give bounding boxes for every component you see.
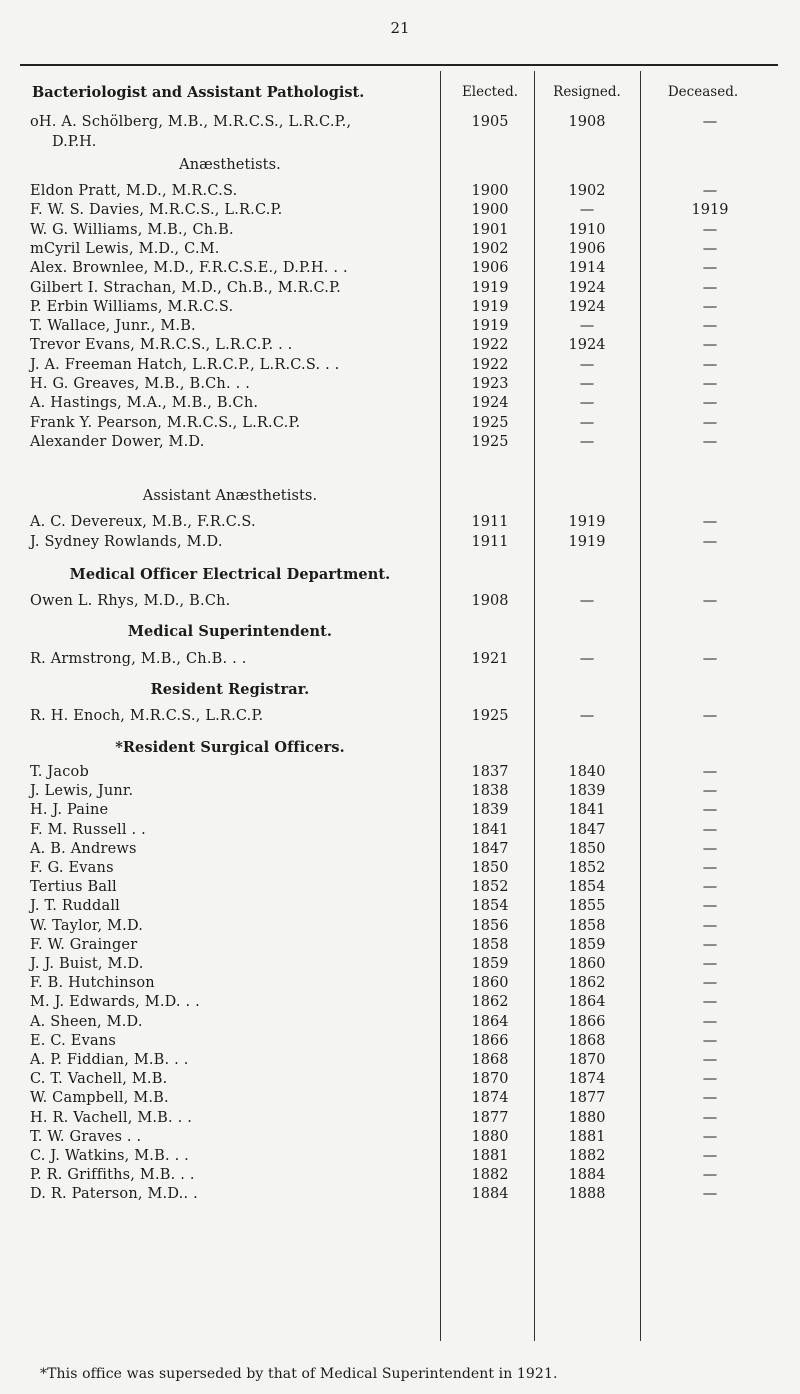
entry-deceased: — bbox=[702, 593, 718, 609]
entry-elected: 1919 bbox=[471, 298, 509, 315]
header-resigned: Resigned. bbox=[553, 84, 621, 100]
table-row bbox=[0, 783, 800, 803]
entry-resigned: 1850 bbox=[568, 840, 606, 857]
section-title-medical-superintendent: Medical Superintendent. bbox=[127, 623, 333, 640]
entry-deceased: — bbox=[702, 279, 718, 296]
entry-deceased: — bbox=[702, 1052, 718, 1068]
entry-deceased: — bbox=[702, 651, 718, 667]
entry-name: W. Taylor, M.D. bbox=[30, 917, 144, 934]
entry-deceased: — bbox=[702, 1032, 718, 1049]
entry-deceased: — bbox=[702, 240, 718, 257]
table-row bbox=[0, 202, 800, 222]
entry-resigned: 1847 bbox=[568, 821, 606, 838]
entry-resigned: — bbox=[579, 433, 595, 450]
entry-name: C. T. Vachell, M.B. bbox=[30, 1071, 168, 1088]
entry-deceased: — bbox=[702, 298, 718, 315]
table-row bbox=[0, 1052, 800, 1072]
table-row bbox=[0, 708, 800, 728]
entry-name: F. W. Grainger bbox=[30, 936, 138, 953]
entry-name: T. Jacob bbox=[30, 764, 89, 780]
entry-name: F. W. S. Davies, M.R.C.S., L.R.C.P. bbox=[30, 202, 283, 219]
entry-name: Frank Y. Pearson, M.R.C.S., L.R.C.P. bbox=[30, 414, 301, 431]
entry-name: F. M. Russell . . bbox=[30, 821, 146, 838]
entry-resigned: — bbox=[579, 376, 595, 392]
entry-deceased: — bbox=[702, 956, 718, 972]
entry-elected: 1922 bbox=[471, 356, 509, 373]
table-row bbox=[0, 1167, 800, 1187]
entry-name: F. B. Hutchinson bbox=[30, 975, 155, 992]
entry-name: A. C. Devereux, M.B., F.R.C.S. bbox=[30, 514, 256, 530]
entry-elected: 1919 bbox=[471, 279, 509, 296]
entry-deceased: 1919 bbox=[691, 202, 729, 219]
entry-name: D. R. Paterson, M.D.. . bbox=[30, 1186, 198, 1203]
entry-name: H. J. Paine bbox=[30, 802, 109, 819]
entry-deceased: — bbox=[702, 183, 718, 199]
entry-name: J. Sydney Rowlands, M.D. bbox=[30, 534, 223, 550]
entry-deceased: — bbox=[702, 994, 718, 1011]
table-row bbox=[0, 1090, 800, 1110]
table-row bbox=[0, 1071, 800, 1091]
entry-elected: 1874 bbox=[471, 1090, 509, 1107]
entry-deceased: — bbox=[702, 1071, 718, 1088]
entry-resigned: 1839 bbox=[568, 783, 606, 800]
entry-elected: 1864 bbox=[471, 1013, 509, 1030]
entry-elected: 1868 bbox=[471, 1052, 509, 1068]
entry-name: Trevor Evans, M.R.C.S., L.R.C.P. . . bbox=[30, 337, 293, 354]
table-row bbox=[0, 260, 800, 280]
page-number: 21 bbox=[390, 19, 410, 37]
section-title-resident-registrar: Resident Registrar. bbox=[150, 681, 310, 698]
entry-name: W. G. Williams, M.B., Ch.B. bbox=[30, 221, 234, 238]
bacteriologist-row bbox=[0, 114, 800, 134]
entry-elected: 1922 bbox=[471, 337, 509, 354]
table-row bbox=[0, 514, 800, 534]
entry-elected: 1841 bbox=[471, 821, 509, 838]
entry-resigned: — bbox=[579, 318, 595, 335]
entry-resigned: 1919 bbox=[568, 534, 606, 550]
entry-resigned: 1914 bbox=[568, 260, 606, 277]
entry-elected: 1908 bbox=[471, 593, 509, 609]
entry-elected: 1854 bbox=[471, 898, 509, 915]
entry-elected: 1852 bbox=[471, 879, 509, 896]
entry-deceased: — bbox=[702, 708, 718, 724]
entry-name: P. R. Griffiths, M.B. . . bbox=[30, 1167, 195, 1184]
table-row bbox=[0, 937, 800, 957]
entry-elected: 1882 bbox=[471, 1167, 509, 1184]
entry-elected: 1856 bbox=[471, 917, 509, 934]
entry-elected: 1884 bbox=[471, 1186, 509, 1203]
entry-name: P. Erbin Williams, M.R.C.S. bbox=[30, 298, 234, 315]
entry-resigned: 1902 bbox=[568, 183, 606, 199]
entry-elected: 1925 bbox=[471, 414, 509, 431]
entry-name: F. G. Evans bbox=[30, 860, 114, 876]
entry-deceased: — bbox=[702, 1090, 718, 1107]
table-row bbox=[0, 802, 800, 822]
entry-name: J. J. Buist, M.D. bbox=[30, 956, 144, 972]
entry-resigned: 1880 bbox=[568, 1109, 606, 1126]
entry-resigned: — bbox=[579, 651, 595, 667]
entry-name: Gilbert I. Strachan, M.D., Ch.B., M.R.C.P. bbox=[30, 279, 341, 296]
table-row bbox=[0, 1186, 800, 1206]
entry-name: W. Campbell, M.B. bbox=[30, 1090, 169, 1107]
entry-deceased: — bbox=[702, 1167, 718, 1184]
entry-resigned: — bbox=[579, 414, 595, 431]
table-row bbox=[0, 593, 800, 613]
entry-elected: 1911 bbox=[471, 534, 509, 550]
entry-name: Eldon Pratt, M.D., M.R.C.S. bbox=[30, 183, 238, 199]
entry-name: oH. A. Schölberg, M.B., M.R.C.S., L.R.C.P., bbox=[30, 114, 352, 130]
entry-deceased: — bbox=[702, 860, 718, 876]
entry-deceased: — bbox=[702, 879, 718, 896]
entry-deceased: — bbox=[702, 1109, 718, 1126]
entry-deceased: — bbox=[702, 114, 718, 130]
entry-elected: 1880 bbox=[471, 1128, 509, 1145]
entry-resigned: 1882 bbox=[568, 1148, 606, 1164]
section-title-resident-surgical-officers: *Resident Surgical Officers. bbox=[115, 739, 345, 756]
table-row bbox=[0, 975, 800, 995]
entry-name: A. Sheen, M.D. bbox=[30, 1013, 143, 1030]
entry-elected: 1906 bbox=[471, 260, 509, 277]
entry-resigned: 1908 bbox=[568, 114, 606, 130]
entry-elected: 1925 bbox=[471, 708, 509, 724]
entry-elected: 1901 bbox=[471, 221, 509, 238]
table-row bbox=[0, 434, 800, 454]
entry-deceased: — bbox=[702, 221, 718, 238]
table-row bbox=[0, 651, 800, 671]
entry-elected: 1921 bbox=[471, 651, 509, 667]
entry-elected: 1858 bbox=[471, 936, 509, 953]
table-row bbox=[0, 898, 800, 918]
table-row bbox=[0, 280, 800, 300]
entry-resigned: 1884 bbox=[568, 1167, 606, 1184]
entry-resigned: 1919 bbox=[568, 514, 606, 530]
entry-deceased: — bbox=[702, 975, 718, 992]
table-row bbox=[0, 841, 800, 861]
table-row bbox=[0, 1033, 800, 1053]
table-row bbox=[0, 764, 800, 784]
entry-elected: 1900 bbox=[471, 202, 509, 219]
table-row bbox=[0, 299, 800, 319]
header-elected: Elected. bbox=[461, 84, 519, 100]
entry-name: J. A. Freeman Hatch, L.R.C.P., L.R.C.S. . . bbox=[30, 356, 340, 373]
entry-resigned: 1862 bbox=[568, 975, 606, 992]
entry-deceased: — bbox=[702, 1148, 718, 1164]
entry-resigned: — bbox=[579, 708, 595, 724]
entry-resigned: 1855 bbox=[568, 898, 606, 915]
header-deceased: Deceased. bbox=[667, 84, 739, 100]
entry-elected: 1919 bbox=[471, 318, 509, 335]
entry-elected: 1923 bbox=[471, 376, 509, 392]
entry-name: Alexander Dower, M.D. bbox=[30, 433, 205, 450]
table-row bbox=[0, 1148, 800, 1168]
section-title-bacteriologist: Bacteriologist and Assistant Pathologist. bbox=[32, 84, 365, 101]
entry-elected: 1847 bbox=[471, 840, 509, 857]
table-row bbox=[0, 1129, 800, 1149]
entry-resigned: 1870 bbox=[568, 1052, 606, 1068]
entry-name: C. J. Watkins, M.B. . . bbox=[30, 1148, 189, 1164]
entry-elected: 1850 bbox=[471, 860, 509, 876]
entry-resigned: 1881 bbox=[568, 1128, 606, 1145]
entry-elected: 1902 bbox=[471, 240, 509, 257]
entry-resigned: — bbox=[579, 202, 595, 219]
entry-name: Tertius Ball bbox=[30, 879, 117, 896]
table-row bbox=[0, 376, 800, 396]
table-row bbox=[0, 357, 800, 377]
entry-resigned: 1888 bbox=[568, 1186, 606, 1203]
table-row bbox=[0, 860, 800, 880]
entry-resigned: 1854 bbox=[568, 879, 606, 896]
entry-resigned: 1864 bbox=[568, 994, 606, 1011]
entry-elected: 1839 bbox=[471, 802, 509, 819]
entry-name: H. R. Vachell, M.B. . . bbox=[30, 1109, 193, 1126]
entry-resigned: 1860 bbox=[568, 956, 606, 972]
entry-name: Owen L. Rhys, M.D., B.Ch. bbox=[30, 593, 231, 609]
entry-resigned: 1924 bbox=[568, 337, 606, 354]
section-title-assistant-anaesthetists: Assistant Anæsthetists. bbox=[142, 488, 318, 504]
entry-name: mCyril Lewis, M.D., C.M. bbox=[30, 240, 220, 257]
entry-resigned: 1910 bbox=[568, 221, 606, 238]
entry-resigned: 1841 bbox=[568, 802, 606, 819]
entry-name: J. Lewis, Junr. bbox=[30, 783, 134, 800]
entry-name: A. P. Fiddian, M.B. . . bbox=[30, 1052, 189, 1068]
entry-resigned: — bbox=[579, 593, 595, 609]
footnote: *This office was superseded by that of Medical Superintendent in 1921. bbox=[40, 1366, 558, 1382]
entry-elected: 1877 bbox=[471, 1109, 509, 1126]
section-title-anaesthetists: Anæsthetists. bbox=[179, 157, 281, 173]
entry-deceased: — bbox=[702, 433, 718, 450]
entry-deceased: — bbox=[702, 840, 718, 857]
entry-deceased: — bbox=[702, 414, 718, 431]
entry-elected: 1838 bbox=[471, 783, 509, 800]
entry-deceased: — bbox=[702, 376, 718, 392]
entry-deceased: — bbox=[702, 917, 718, 934]
entry-resigned: 1877 bbox=[568, 1090, 606, 1107]
entry-name: Alex. Brownlee, M.D., F.R.C.S.E., D.P.H. . . bbox=[30, 260, 348, 277]
entry-resigned: 1852 bbox=[568, 860, 606, 876]
entry-deceased: — bbox=[702, 821, 718, 838]
entry-deceased: — bbox=[702, 898, 718, 915]
entry-deceased: — bbox=[702, 337, 718, 354]
table-row bbox=[0, 1014, 800, 1034]
table-row bbox=[0, 918, 800, 938]
entry-deceased: — bbox=[702, 260, 718, 277]
entry-resigned: 1924 bbox=[568, 298, 606, 315]
table-row bbox=[0, 879, 800, 899]
entry-resigned: 1858 bbox=[568, 917, 606, 934]
entry-name: H. G. Greaves, M.B., B.Ch. . . bbox=[30, 376, 251, 392]
entry-elected: 1925 bbox=[471, 433, 509, 450]
entry-deceased: — bbox=[702, 534, 718, 550]
entry-elected: 1837 bbox=[471, 764, 509, 780]
entry-resigned: — bbox=[579, 356, 595, 373]
section-title-medical-officer-electrical: Medical Officer Electrical Department. bbox=[69, 566, 391, 583]
entry-name: T. Wallace, Junr., M.B. bbox=[30, 318, 196, 335]
entry-name: A. B. Andrews bbox=[30, 840, 137, 857]
entry-name: T. W. Graves . . bbox=[30, 1128, 142, 1145]
entry-resigned: 1874 bbox=[568, 1071, 606, 1088]
entry-name: A. Hastings, M.A., M.B., B.Ch. bbox=[30, 395, 259, 412]
entry-name: J. T. Ruddall bbox=[30, 898, 121, 915]
entry-deceased: — bbox=[702, 764, 718, 780]
entry-resigned: 1868 bbox=[568, 1032, 606, 1049]
entry-deceased: — bbox=[702, 802, 718, 819]
entry-deceased: — bbox=[702, 783, 718, 800]
entry-deceased: — bbox=[702, 395, 718, 412]
bacteriologist-name-continued: D.P.H. bbox=[52, 134, 97, 150]
entry-resigned: — bbox=[579, 395, 595, 412]
entry-deceased: — bbox=[702, 318, 718, 335]
table-row bbox=[0, 183, 800, 203]
table-row bbox=[0, 822, 800, 842]
entry-deceased: — bbox=[702, 514, 718, 530]
entry-name: E. C. Evans bbox=[30, 1032, 116, 1049]
table-row bbox=[0, 534, 800, 554]
entry-name: R. H. Enoch, M.R.C.S., L.R.C.P. bbox=[30, 708, 264, 724]
entry-elected: 1870 bbox=[471, 1071, 509, 1088]
table-row bbox=[0, 318, 800, 338]
table-row bbox=[0, 337, 800, 357]
entry-deceased: — bbox=[702, 1128, 718, 1145]
entry-resigned: 1866 bbox=[568, 1013, 606, 1030]
entry-name: M. J. Edwards, M.D. . . bbox=[30, 994, 200, 1011]
entry-elected: 1860 bbox=[471, 975, 509, 992]
table-row bbox=[0, 956, 800, 976]
entry-resigned: 1924 bbox=[568, 279, 606, 296]
entry-elected: 1924 bbox=[471, 395, 509, 412]
table-row bbox=[0, 222, 800, 242]
entry-deceased: — bbox=[702, 1186, 718, 1203]
entry-elected: 1866 bbox=[471, 1032, 509, 1049]
table-row bbox=[0, 241, 800, 261]
entry-elected: 1900 bbox=[471, 183, 509, 199]
entry-elected: 1862 bbox=[471, 994, 509, 1011]
entry-elected: 1911 bbox=[471, 514, 509, 530]
entry-deceased: — bbox=[702, 1013, 718, 1030]
table-row bbox=[0, 415, 800, 435]
top-rule bbox=[20, 64, 778, 66]
entry-elected: 1881 bbox=[471, 1148, 509, 1164]
entry-name: R. Armstrong, M.B., Ch.B. . . bbox=[30, 651, 247, 667]
entry-resigned: 1906 bbox=[568, 240, 606, 257]
table-row bbox=[0, 994, 800, 1014]
entry-resigned: 1840 bbox=[568, 764, 606, 780]
entry-deceased: — bbox=[702, 356, 718, 373]
entry-elected: 1905 bbox=[471, 114, 509, 130]
table-row bbox=[0, 395, 800, 415]
entry-resigned: 1859 bbox=[568, 936, 606, 953]
table-row bbox=[0, 1110, 800, 1130]
entry-elected: 1859 bbox=[471, 956, 509, 972]
entry-deceased: — bbox=[702, 936, 718, 953]
